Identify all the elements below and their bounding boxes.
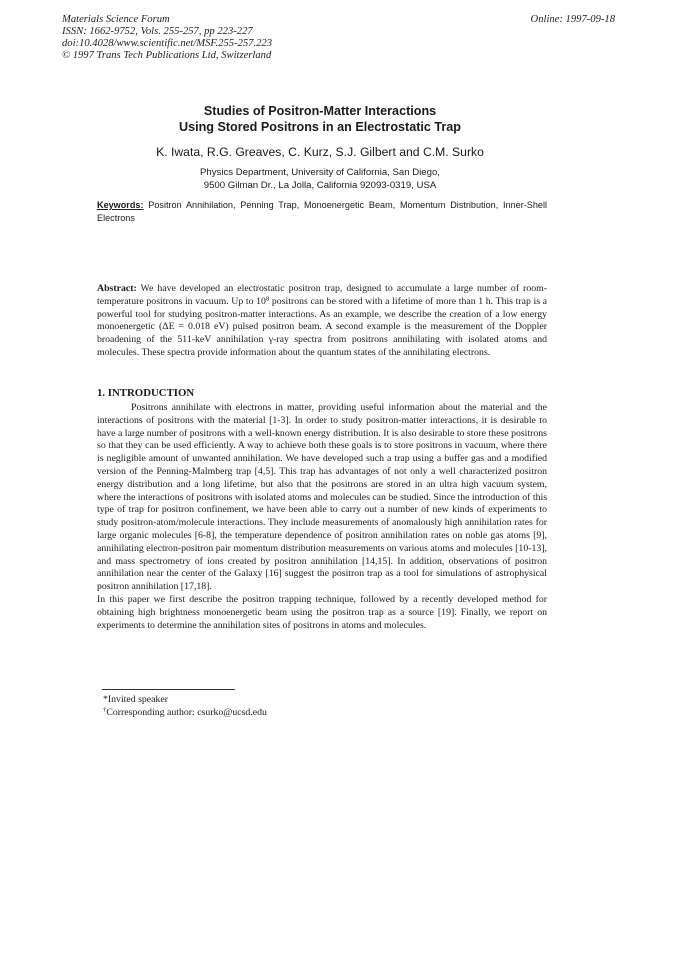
abstract-block: [97, 283, 547, 360]
title-line-1: Studies of Positron-Matter Interactions: [203, 104, 437, 118]
footnote-divider: [102, 689, 235, 690]
footnotes: [103, 694, 267, 719]
affiliation-line-1: Physics Department, University of California, San Diego,: [200, 167, 440, 178]
paper-title: [100, 103, 540, 135]
online-date: Online: 1997-09-18: [530, 14, 615, 25]
doi-line: doi:10.4028/www.scientific.net/MSF.255-257.223: [62, 38, 272, 49]
issn-line: ISSN: 1662-9752, Vols. 255-257, pp 223-227: [62, 26, 253, 37]
abstract-text-end: positrons can be stored with a lifetime of more than 1 h. This trap is a powerful tool for studying positron-matter interactions. As an example, we describe the creation of a low energy monoenergetic (ΔE = 0.018 eV) pulsed positron beam. A second example is the measurement of the Doppler broadening of the 511-keV annihilation γ-ray spectra from positrons annihilating with isolated atoms and molecules. These spectra provide information about the quantum states of the annihilating electrons.: [97, 295, 547, 358]
footnote-invited: *Invited speaker: [103, 694, 169, 705]
introduction-heading: 1. INTRODUCTION: [97, 387, 195, 399]
abstract-text-start: We have developed an electrostatic positron trap, designed to accumulate a large number of room-temperature positrons in vacuum. Up to 10: [97, 283, 547, 307]
introduction-paragraph-1: Positrons annihilate with electrons in matter, providing useful information about the material and the interactions of positrons with the material [1-3]. In order to study positron-matter interactions, it is desirable to have a large number of positrons with a well-known energy distribution. It is also desirable to store these positrons so that they can be used efficiently. A way to achieve both these goals is to store positrons in vacuum, where there is negligible amount of unwanted annihilation. We have developed such a trap using a buffer gas and a modified version of the Penning-Malmberg trap [4,5]. This trap has advantages of not only a well characterized positron energy distribution and a long lifetime, but also that the positrons are stored in an ultra high vacuum system, where the interactions of positrons with isolated atoms and molecules can be studied. Since the introduction of this type of trap for positron confinement, we have been able to carry out a number of new kinds of experiments to study positron-atom/molecule interactions. They include measurements of anomalously high annihilation rates for large organic molecules [6-8], the temperature dependence of positron annihilation rates on noble gas atoms [9], annihilating electron-positron pair momentum distribution measurements on various atoms and molecules [10-13], and mass spectrometry of ions created by positron annihilation [14,15]. In addition, observations of positron annihilation near the center of the Galaxy [16] suggest the positron trap as a tool for simulations of astrophysical positron annihilation [17,18].: [97, 402, 548, 593]
keywords-text: Positron Annihilation, Penning Trap, Monoenergetic Beam, Momentum Distribution, Inner-Shell Electrons: [97, 200, 548, 223]
title-line-2: Using Stored Positrons in an Electrostatic Trap: [178, 120, 462, 134]
keywords-block: [97, 199, 547, 224]
affiliation: [100, 167, 540, 192]
author-list: K. Iwata, R.G. Greaves, C. Kurz, S.J. Gilbert and C.M. Surko: [156, 145, 484, 159]
copyright-line: © 1997 Trans Tech Publications Ltd, Switzerland: [62, 50, 272, 61]
introduction-body: [97, 402, 547, 632]
corresponding-author: Corresponding author: csurko@ucsd.edu: [106, 706, 267, 718]
affiliation-line-2: 9500 Gilman Dr., La Jolla, California 92093-0319, USA: [203, 179, 437, 191]
abstract-exponent: 8: [265, 295, 270, 303]
abstract-label: Abstract:: [97, 283, 137, 294]
footnote-corresponding: [103, 707, 267, 720]
journal-name: Materials Science Forum: [62, 14, 170, 25]
introduction-paragraph-2: In this paper we first describe the positron trapping technique, followed by a recently developed method for obtaining high brightness monoenergetic beam using the positron trap as a source [19]. Finally, we report on experiments to determine the annihilation sites of positrons in atoms and molecules.: [97, 593, 547, 631]
dagger-mark: †: [103, 706, 107, 714]
journal-header: [62, 14, 272, 62]
keywords-label: Keywords:: [97, 200, 144, 210]
